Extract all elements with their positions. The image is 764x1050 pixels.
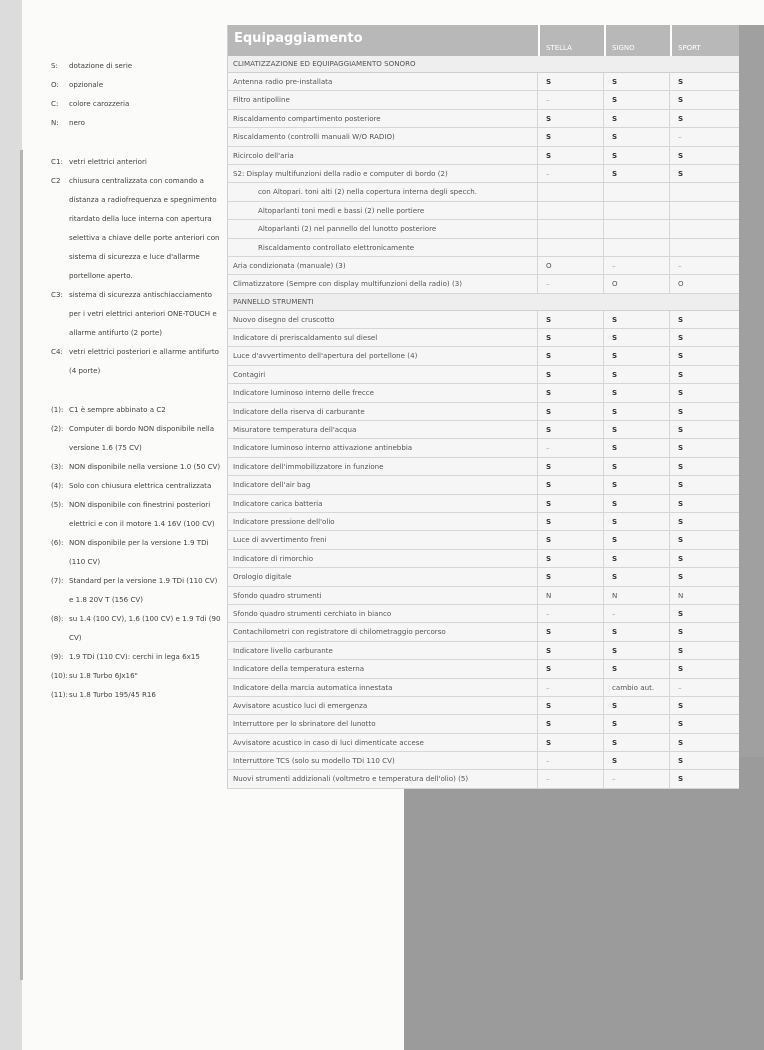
section-header: PANNELLO STRUMENTI (228, 294, 739, 311)
cell-stella: S (538, 550, 604, 567)
row-label: Altoparlanti toni medi e bassi (2) nelle portiere (228, 202, 538, 219)
table-row (228, 257, 739, 275)
table-row (228, 329, 739, 347)
cell-signo: – (604, 605, 670, 622)
row-label: Avvisatore acustico luci di emergenza (228, 697, 538, 714)
cell-signo: S (604, 642, 670, 659)
row-label: Climatizzatore (Sempre con display multifunzioni della radio) (3) (228, 275, 538, 292)
row-label: Indicatore della temperatura esterna (228, 660, 538, 677)
cell-signo: S (604, 329, 670, 346)
row-label: Contachilometri con registratore di chilometraggio percorso (228, 623, 538, 640)
cell-stella: S (538, 642, 604, 659)
cell-sport: S (678, 406, 684, 416)
table-row (228, 715, 739, 733)
legend-item (51, 94, 221, 113)
cell-sport: S (678, 150, 684, 160)
cell-stella: O (538, 257, 604, 274)
table-row (228, 275, 739, 293)
legend-item (51, 457, 221, 476)
cell-stella: S (538, 495, 604, 512)
row-label: Luce d'avvertimento dell'apertura del portellone (4) (228, 347, 538, 364)
cell-stella: S (538, 366, 604, 383)
cell-signo: S (604, 403, 670, 420)
row-label: Indicatore livello carburante (228, 642, 538, 659)
row-label: Indicatore carica batteria (228, 495, 538, 512)
legend-value: opzionale (69, 80, 104, 89)
cell-signo: S (604, 550, 670, 567)
table-row (228, 73, 739, 91)
cell-signo: S (604, 715, 670, 732)
row-label: Indicatore dell'immobilizzatore in funzione (228, 458, 538, 475)
cell-sport: S (678, 535, 684, 545)
binding-shadow (20, 150, 23, 980)
table-row (228, 403, 739, 421)
legend-value: NON disponibile nella versione 1.0 (50 CV) (69, 462, 221, 471)
cell-sport: S (678, 553, 684, 563)
cell-stella (538, 239, 604, 256)
legend (51, 56, 221, 704)
legend-value: nero (69, 118, 85, 127)
row-label: Indicatore dell'air bag (228, 476, 538, 493)
cell-signo: S (604, 110, 670, 127)
legend-value: dotazione di serie (69, 61, 133, 70)
cell-sport: S (678, 516, 684, 526)
legend-value: 1.9 TDi (110 CV): cerchi in lega 6x15 (69, 652, 200, 661)
cell-stella: S (538, 110, 604, 127)
legend-item (51, 609, 221, 647)
legend-item (51, 171, 221, 285)
legend-key: C1: (51, 157, 63, 166)
legend-value: su 1.4 (100 CV), 1.6 (100 CV) e 1.9 Tdi (90 CV) (69, 614, 221, 642)
legend-value: Computer di bordo NON disponibile nella versione 1.6 (75 CV) (69, 424, 215, 452)
cell-sport: S (678, 756, 684, 766)
cell-stella: S (538, 568, 604, 585)
cell-signo (604, 183, 670, 200)
cell-sport: O (678, 279, 684, 289)
table-row (228, 220, 739, 238)
cell-stella: S (538, 476, 604, 493)
table-row (228, 752, 739, 770)
row-label: Avvisatore acustico in caso di luci dimenticate accese (228, 734, 538, 751)
row-label: Ricircolo dell'aria (228, 147, 538, 164)
page-right-edge (738, 25, 764, 757)
row-label: Indicatore pressione dell'olio (228, 513, 538, 530)
row-label: Sfondo quadro strumenti (228, 587, 538, 604)
cell-sport (670, 220, 737, 237)
legend-item (51, 647, 221, 666)
cell-stella: – (538, 770, 604, 787)
cell-sport: N (678, 590, 684, 600)
page-left-edge (0, 0, 22, 1050)
section-header: CLIMATIZZAZIONE ED EQUIPAGGIAMENTO SONORO (228, 56, 739, 73)
legend-key: (7): (51, 576, 64, 585)
legend-key: (10): (51, 671, 68, 680)
legend-c-notes (51, 152, 221, 380)
cell-signo: S (604, 91, 670, 108)
row-label: Sfondo quadro strumenti cerchiato in bianco (228, 605, 538, 622)
legend-key: (8): (51, 614, 64, 623)
table-row (228, 147, 739, 165)
cell-stella: S (538, 697, 604, 714)
cell-signo: S (604, 311, 670, 328)
row-label: Altoparlanti (2) nel pannello del lunotto posteriore (228, 220, 538, 237)
cell-stella: – (538, 275, 604, 292)
cell-stella (538, 183, 604, 200)
row-label: Indicatore della riserva di carburante (228, 403, 538, 420)
table-header (228, 25, 739, 56)
cell-signo: cambio aut. (604, 679, 670, 696)
cell-stella (538, 202, 604, 219)
cell-signo: S (604, 568, 670, 585)
cell-signo: S (604, 347, 670, 364)
table-row (228, 347, 739, 365)
legend-item (51, 495, 221, 533)
legend-item (51, 533, 221, 571)
cell-signo: S (604, 734, 670, 751)
legend-key: (3): (51, 462, 64, 471)
legend-item (51, 75, 221, 94)
cell-stella: S (538, 73, 604, 90)
legend-value: sistema di sicurezza antischiacciamento per i vetri elettrici anteriori ONE-TOUCH e allarme antifurto (2 porte) (69, 290, 217, 337)
table-row (228, 165, 739, 183)
legend-key: C4: (51, 347, 63, 356)
table-row (228, 568, 739, 586)
cell-stella: S (538, 531, 604, 548)
legend-value: vetri elettrici anteriori (69, 157, 147, 166)
cell-sport: S (678, 388, 684, 398)
cell-signo: O (604, 275, 670, 292)
cell-signo: S (604, 531, 670, 548)
legend-key: C: (51, 99, 59, 108)
cell-stella: S (538, 421, 604, 438)
cell-signo: S (604, 697, 670, 714)
cell-sport: S (678, 719, 684, 729)
cell-stella: S (538, 147, 604, 164)
table-row (228, 421, 739, 439)
row-label: Filtro antipolline (228, 91, 538, 108)
table-row (228, 91, 739, 109)
gray-panel (404, 757, 764, 1050)
cell-sport: S (678, 645, 684, 655)
row-label: Orologio digitale (228, 568, 538, 585)
legend-item (51, 419, 221, 457)
legend-abbreviations (51, 56, 221, 132)
table-row (228, 458, 739, 476)
cell-stella: S (538, 734, 604, 751)
cell-sport: S (678, 369, 684, 379)
legend-value: colore carozzeria (69, 99, 130, 108)
cell-signo: – (604, 770, 670, 787)
legend-key: (2): (51, 424, 64, 433)
legend-item (51, 666, 221, 685)
cell-signo: S (604, 421, 670, 438)
cell-sport: S (678, 351, 684, 361)
column-header-signo: SIGNO (604, 25, 670, 56)
table-row (228, 734, 739, 752)
cell-sport: S (678, 333, 684, 343)
cell-sport: S (678, 314, 684, 324)
table-row (228, 550, 739, 568)
cell-stella: – (538, 752, 604, 769)
cell-signo: S (604, 623, 670, 640)
cell-stella: S (538, 329, 604, 346)
cell-sport: – (678, 132, 682, 142)
row-label: Riscaldamento controllato elettronicamente (228, 239, 538, 256)
cell-stella: N (538, 587, 604, 604)
row-label: Nuovo disegno del cruscotto (228, 311, 538, 328)
table-row (228, 587, 739, 605)
table-row (228, 239, 739, 257)
table-row (228, 531, 739, 549)
cell-stella: S (538, 347, 604, 364)
cell-stella: – (538, 165, 604, 182)
table-row (228, 697, 739, 715)
cell-stella: S (538, 458, 604, 475)
legend-key: C3: (51, 290, 63, 299)
cell-signo: S (604, 128, 670, 145)
legend-key: N: (51, 118, 59, 127)
legend-item (51, 685, 221, 704)
legend-value: su 1.8 Turbo 6Jx16" (69, 671, 138, 680)
legend-numbered-notes (51, 400, 221, 704)
cell-signo: S (604, 439, 670, 456)
legend-value: su 1.8 Turbo 195/45 R16 (69, 690, 156, 699)
row-label: Interruttore per lo sbrinatore del lunotto (228, 715, 538, 732)
legend-key: O: (51, 80, 59, 89)
cell-signo: – (604, 257, 670, 274)
cell-sport (670, 202, 737, 219)
legend-item (51, 571, 221, 609)
cell-sport: S (678, 95, 684, 105)
legend-key: (9): (51, 652, 64, 661)
cell-signo: S (604, 384, 670, 401)
cell-sport: S (678, 664, 684, 674)
legend-item (51, 400, 221, 419)
legend-item (51, 342, 221, 380)
row-label: con Altopari. toni alti (2) nella copertura interna degli specch. (228, 183, 538, 200)
row-label: S2: Display multifunzioni della radio e computer di bordo (2) (228, 165, 538, 182)
table-row (228, 366, 739, 384)
legend-item (51, 285, 221, 342)
row-label: Aria condizionata (manuale) (3) (228, 257, 538, 274)
cell-stella: S (538, 715, 604, 732)
legend-key: (11): (51, 690, 68, 699)
table-row (228, 679, 739, 697)
table-row (228, 476, 739, 494)
cell-sport: – (678, 682, 682, 692)
cell-stella: S (538, 660, 604, 677)
row-label: Indicatore della marcia automatica innestata (228, 679, 538, 696)
legend-value: chiusura centralizzata con comando a distanza a radiofrequenza e spegnimento ritardato della luce interna con apertura selettiva a chiave delle porte anteriori con sistema di sicurezza e luce d'allarme portellone aperto. (69, 176, 220, 280)
table-row (228, 439, 739, 457)
legend-key: S: (51, 61, 58, 70)
cell-signo: S (604, 73, 670, 90)
row-label: Misuratore temperatura dell'acqua (228, 421, 538, 438)
cell-signo: S (604, 660, 670, 677)
cell-sport (670, 183, 737, 200)
table-row (228, 183, 739, 201)
row-label: Indicatore di rimorchio (228, 550, 538, 567)
cell-sport: S (678, 608, 684, 618)
cell-signo: S (604, 366, 670, 383)
table-body (228, 56, 739, 789)
cell-stella: S (538, 403, 604, 420)
legend-value: vetri elettrici posteriori e allarme antifurto (4 porte) (69, 347, 220, 375)
row-label: Indicatore luminoso interno delle frecce (228, 384, 538, 401)
row-label: Luce di avvertimento freni (228, 531, 538, 548)
legend-value: NON disponibile con finestrini posteriori elettrici e con il motore 1.4 16V (100 CV) (69, 500, 215, 528)
cell-signo (604, 239, 670, 256)
row-label: Riscaldamento compartimento posteriore (228, 110, 538, 127)
row-label: Contagiri (228, 366, 538, 383)
table-row (228, 110, 739, 128)
cell-stella: S (538, 384, 604, 401)
row-label: Indicatore luminoso interno attivazione antinebbia (228, 439, 538, 456)
table-row (228, 384, 739, 402)
cell-stella: – (538, 605, 604, 622)
cell-sport: – (678, 260, 682, 270)
table-row (228, 660, 739, 678)
cell-sport: S (678, 77, 684, 86)
cell-sport: S (678, 443, 684, 453)
legend-key: (5): (51, 500, 64, 509)
legend-key: (1): (51, 405, 64, 414)
legend-key: (4): (51, 481, 64, 490)
equipment-table (227, 25, 739, 789)
cell-stella: S (538, 513, 604, 530)
cell-signo: S (604, 147, 670, 164)
cell-signo: S (604, 752, 670, 769)
legend-key: (6): (51, 538, 64, 547)
table-row (228, 513, 739, 531)
cell-signo: N (604, 587, 670, 604)
cell-signo: S (604, 458, 670, 475)
cell-sport: S (678, 113, 684, 123)
cell-sport: S (678, 572, 684, 582)
cell-stella (538, 220, 604, 237)
row-label: Riscaldamento (controlli manuali W/O RADIO) (228, 128, 538, 145)
legend-item (51, 113, 221, 132)
legend-value: Solo con chiusura elettrica centralizzata (69, 481, 212, 490)
table-row (228, 311, 739, 329)
cell-stella: S (538, 128, 604, 145)
cell-sport (670, 239, 737, 256)
legend-item (51, 476, 221, 495)
table-row (228, 495, 739, 513)
column-header-sport: SPORT (670, 25, 737, 56)
cell-signo: S (604, 495, 670, 512)
cell-signo (604, 220, 670, 237)
row-label: Interruttore TCS (solo su modello TDi 110 CV) (228, 752, 538, 769)
cell-stella: – (538, 439, 604, 456)
table-row (228, 770, 739, 788)
row-label: Antenna radio pre-installata (228, 73, 538, 90)
cell-stella: – (538, 679, 604, 696)
cell-signo: S (604, 165, 670, 182)
legend-value: Standard per la versione 1.9 TDi (110 CV) e 1.8 20V T (156 CV) (69, 576, 218, 604)
cell-sport: S (678, 168, 684, 178)
legend-key: C2 (51, 176, 61, 185)
cell-sport: S (678, 461, 684, 471)
cell-stella: S (538, 623, 604, 640)
cell-sport: S (678, 425, 684, 435)
row-label: Nuovi strumenti addizionali (voltmetro e temperatura dell'olio) (5) (228, 770, 538, 787)
column-header-stella: STELLA (538, 25, 604, 56)
legend-value: C1 è sempre abbinato a C2 (69, 405, 166, 414)
cell-stella: S (538, 311, 604, 328)
row-label: Indicatore di preriscaldamento sul diesel (228, 329, 538, 346)
cell-signo: S (604, 476, 670, 493)
cell-signo (604, 202, 670, 219)
legend-value: NON disponibile per la versione 1.9 TDi (110 CV) (69, 538, 209, 566)
cell-sport: S (678, 480, 684, 490)
cell-signo: S (604, 513, 670, 530)
table-row (228, 605, 739, 623)
cell-sport: S (678, 627, 684, 637)
table-row (228, 128, 739, 146)
cell-sport: S (678, 737, 684, 747)
table-row (228, 623, 739, 641)
legend-item (51, 152, 221, 171)
cell-sport: S (678, 774, 684, 784)
table-title: Equipaggiamento (234, 31, 363, 46)
cell-sport: S (678, 700, 684, 710)
table-row (228, 202, 739, 220)
cell-sport: S (678, 498, 684, 508)
cell-stella: – (538, 91, 604, 108)
table-row (228, 642, 739, 660)
legend-item (51, 56, 221, 75)
